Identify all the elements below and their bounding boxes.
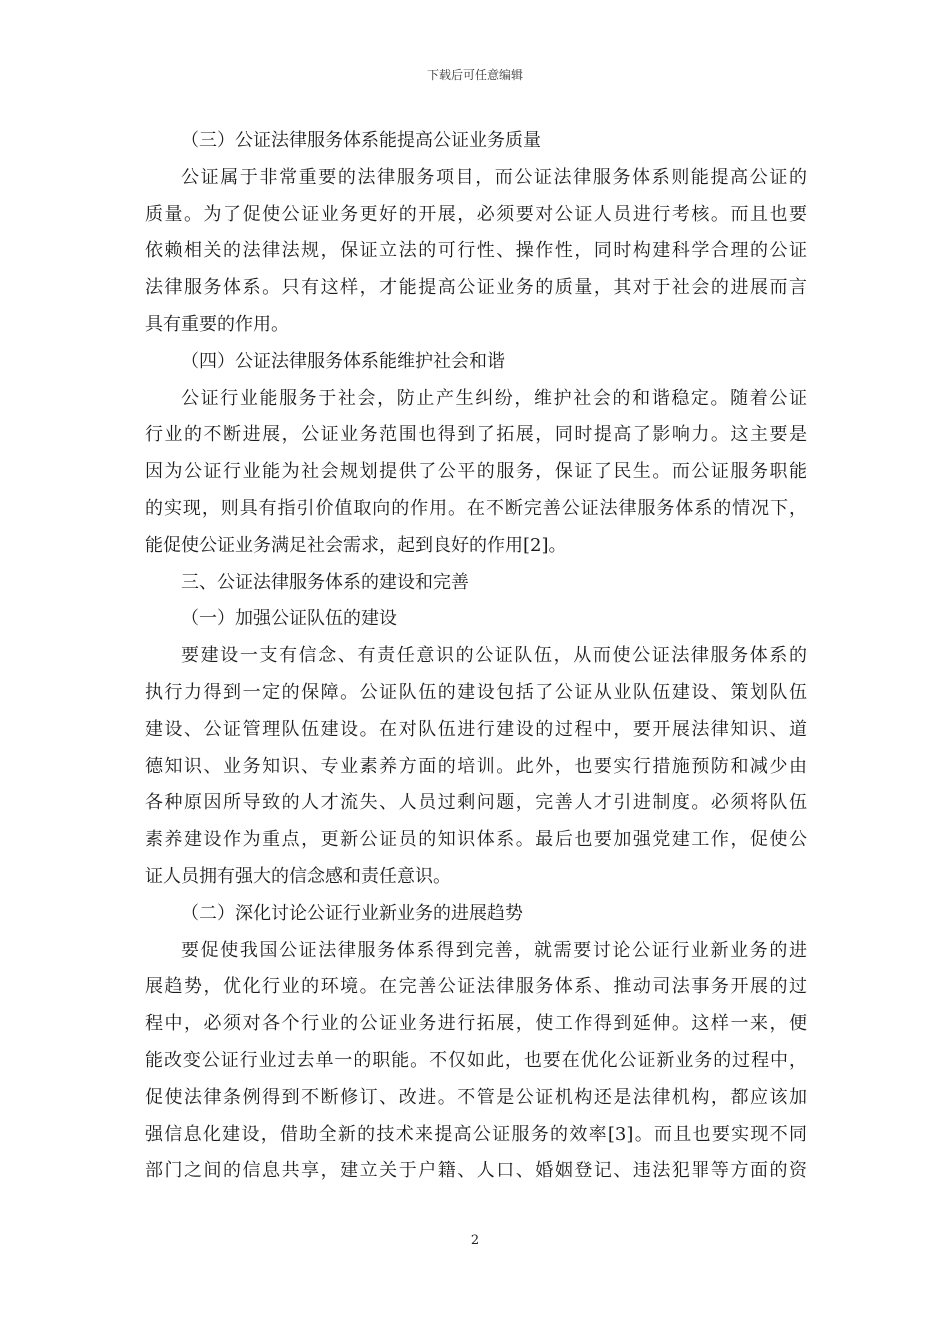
- section-heading: 三、公证法律服务体系的建设和完善: [181, 571, 469, 593]
- paragraph-line: 证人员拥有强大的信念感和责任意识。: [145, 865, 451, 887]
- page-number: 2: [470, 1233, 480, 1248]
- paragraph-line: 要建设一支有信念、有责任意识的公证队伍，从而使公证法律服务体系的: [181, 645, 807, 667]
- paragraph-line: 要促使我国公证法律服务体系得到完善，就需要讨论公证行业新业务的进: [181, 939, 807, 961]
- paragraph-line: 程中，必须对各个行业的公证业务进行拓展，使工作得到延伸。这样一来，便: [145, 1013, 807, 1035]
- section-heading: （二）深化讨论公证行业新业务的进展趋势: [181, 902, 523, 924]
- paragraph-line: 的实现，则具有指引价值取向的作用。在不断完善公证法律服务体系的情况下，: [145, 497, 807, 519]
- paragraph-line: 公证属于非常重要的法律服务项目，而公证法律服务体系则能提高公证的: [181, 166, 807, 188]
- paragraph-line: 强信息化建设，借助全新的技术来提高公证服务的效率[3]。而且也要实现不同: [145, 1123, 807, 1145]
- document-body: [145, 123, 807, 1190]
- paragraph-line: 依赖相关的法律法规，保证立法的可行性、操作性，同时构建科学合理的公证: [145, 240, 807, 262]
- paragraph-line: 因为公证行业能为社会规划提供了公平的服务，保证了民生。而公证服务职能: [145, 461, 807, 483]
- paragraph-line: 具有重要的作用。: [145, 313, 289, 335]
- paragraph-line: 各种原因所导致的人才流失、人员过剩问题，完善人才引进制度。必须将队伍: [145, 792, 807, 814]
- paragraph-line: 素养建设作为重点，更新公证员的知识体系。最后也要加强党建工作，促使公: [145, 829, 807, 851]
- paragraph-line: 德知识、业务知识、专业素养方面的培训。此外，也要实行措施预防和减少由: [145, 755, 807, 777]
- paragraph-line: 法律服务体系。只有这样，才能提高公证业务的质量，其对于社会的进展而言: [145, 277, 807, 299]
- paragraph-line: 能促使公证业务满足社会需求，起到良好的作用[2]。: [145, 534, 567, 556]
- paragraph-line: 建设、公证管理队伍建设。在对队伍进行建设的过程中，要开展法律知识、道: [145, 718, 807, 740]
- paragraph-line: 执行力得到一定的保障。公证队伍的建设包括了公证从业队伍建设、策划队伍: [145, 681, 807, 703]
- section-heading: （一）加强公证队伍的建设: [181, 608, 397, 630]
- paragraph-line: 行业的不断进展，公证业务范围也得到了拓展，同时提高了影响力。这主要是: [145, 424, 807, 446]
- page-header: 下载后可任意编辑: [426, 68, 523, 82]
- paragraph-line: 展趋势，优化行业的环境。在完善公证法律服务体系、推动司法事务开展的过: [145, 976, 807, 998]
- paragraph-line: 质量。为了促使公证业务更好的开展，必须要对公证人员进行考核。而且也要: [145, 203, 807, 225]
- section-heading: （四）公证法律服务体系能维护社会和谐: [181, 350, 505, 372]
- section-heading: （三）公证法律服务体系能提高公证业务质量: [181, 130, 541, 151]
- paragraph-line: 能改变公证行业过去单一的职能。不仅如此，也要在优化公证新业务的过程中，: [145, 1049, 807, 1071]
- paragraph-line: 公证行业能服务于社会，防止产生纠纷，维护社会的和谐稳定。随着公证: [181, 387, 807, 409]
- paragraph-line: 部门之间的信息共享，建立关于户籍、人口、婚姻登记、违法犯罪等方面的资: [145, 1160, 807, 1182]
- paragraph-line: 促使法律条例得到不断修订、改进。不管是公证机构还是法律机构，都应该加: [145, 1086, 807, 1108]
